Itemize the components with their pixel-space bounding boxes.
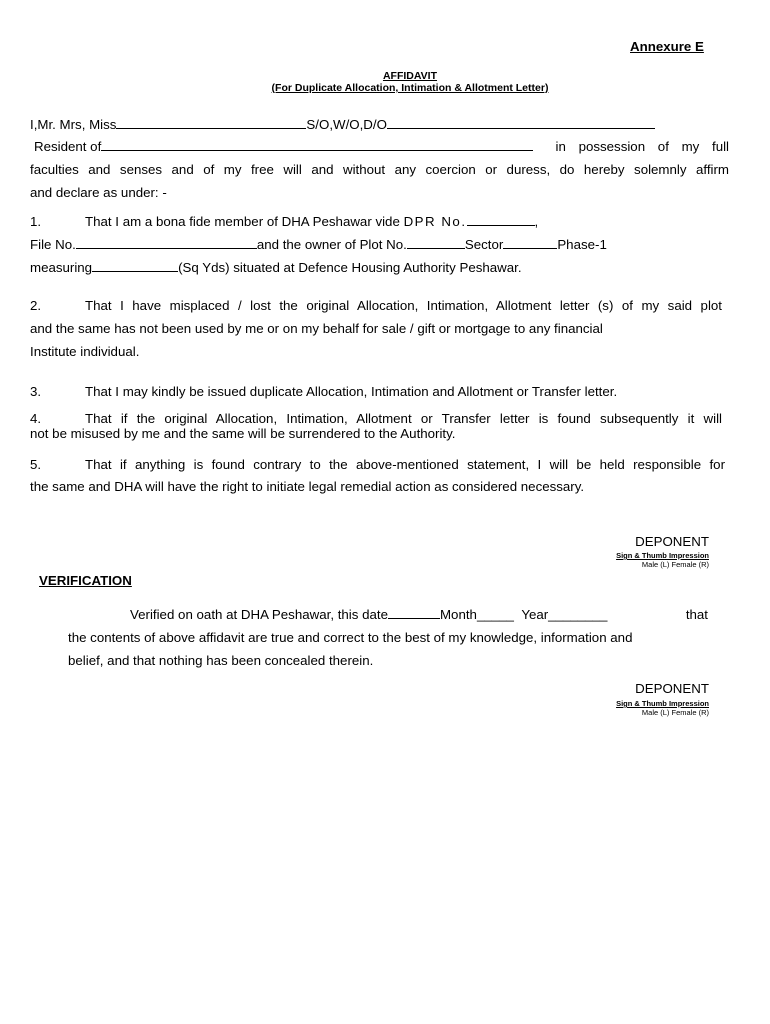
clause-5-number: 5. [30,457,42,472]
sector-field[interactable] [503,237,557,249]
clause-1-line-1 [85,214,538,230]
clause-2-line-2: and the same has not been used by me or on my behalf for sale / gift or mortgage to any financial [30,321,603,336]
measuring-field[interactable] [92,260,178,272]
name-prefix: I,Mr. Mrs, Miss [30,117,117,132]
clause-3-text: That I may kindly be issued duplicate Allocation, Intimation and Allotment or Transfer letter. [85,384,618,399]
gender-label: Male (L) Female (R) [641,560,709,569]
clause-1-line-2 [30,237,607,253]
intro-line-1 [30,117,655,133]
clause-4-line-1: That if the original Allocation, Intimation, Allotment or Transfer letter is found subsequently it will [85,411,722,426]
annexure-label: Annexure E [630,39,704,54]
sector-label: Sector [464,237,504,252]
comma: , [534,214,539,229]
name-field[interactable] [116,117,306,129]
phase-label: Phase-1 [557,237,607,252]
sign-thumb-label: Sign & Thumb Impression [616,551,709,560]
measuring-label: measuring [30,260,93,275]
verification-line-2: the contents of above affidavit are true and correct to the best of my knowledge, information and [68,630,633,645]
verification-line-1 [68,607,708,623]
resident-label: Resident of [34,139,102,154]
intro-line-3: faculties and senses and of my free will and without any coercion or duress, do hereby solemnly affirm [30,162,729,177]
clause-1-line-3 [30,260,522,276]
intro-line-2 [30,139,729,155]
date-field[interactable] [388,607,440,619]
clause-5-line-1: That if anything is found contrary to the above-mentioned statement, I will be held responsible for [85,457,725,472]
sqyds-text: (Sq Yds) situated at Defence Housing Authority Peshawar. [178,260,522,275]
possession-text: in possession of my full [555,139,729,154]
clause-1-number: 1. [30,214,42,229]
clause-2-line-3: Institute individual. [30,344,140,359]
dpr-label: DPR No. [403,214,467,229]
plot-label: and the owner of Plot No. [256,237,407,252]
file-label: File No. [30,237,76,252]
clause-5-line-2: the same and DHA will have the right to initiate legal remedial action as considered necessary. [30,479,585,494]
document-title: AFFIDAVIT [382,70,438,82]
clause-2-line-1: That I have misplaced / lost the original Allocation, Intimation, Allotment letter (s) of my said plot [85,298,722,313]
verification-line-3: belief, and that nothing has been concealed therein. [68,653,374,668]
sign-thumb-label-2: Sign & Thumb Impression [616,699,709,708]
file-number-field[interactable] [76,237,257,249]
dpr-number-field[interactable] [467,214,535,226]
verified-text: Verified on oath at DHA Peshawar, this date [130,607,388,622]
intro-line-4: and declare as under: - [30,185,167,200]
year-field[interactable]: Year________ [521,607,608,622]
that-text: that [685,607,708,622]
plot-number-field[interactable] [407,237,465,249]
clause-1-text: That I am a bona fide member of DHA Peshawar vide [85,214,400,229]
deponent-label-2: DEPONENT [635,681,709,696]
relation-label: S/O,W/O,D/O [306,117,387,132]
verification-heading: VERIFICATION [39,573,132,588]
gender-label-2: Male (L) Female (R) [641,708,709,717]
clause-2-number: 2. [30,298,42,313]
clause-4-number: 4. [30,411,42,426]
clause-4-line-2: not be misused by me and the same will be surrendered to the Authority. [30,426,456,441]
clause-3-number: 3. [30,384,42,399]
month-field[interactable]: Month_____ [439,607,514,622]
document-subtitle: (For Duplicate Allocation, Intimation & Allotment Letter) [271,82,549,94]
relation-field[interactable] [387,117,655,129]
deponent-label: DEPONENT [635,534,709,549]
residence-field[interactable] [101,139,533,151]
